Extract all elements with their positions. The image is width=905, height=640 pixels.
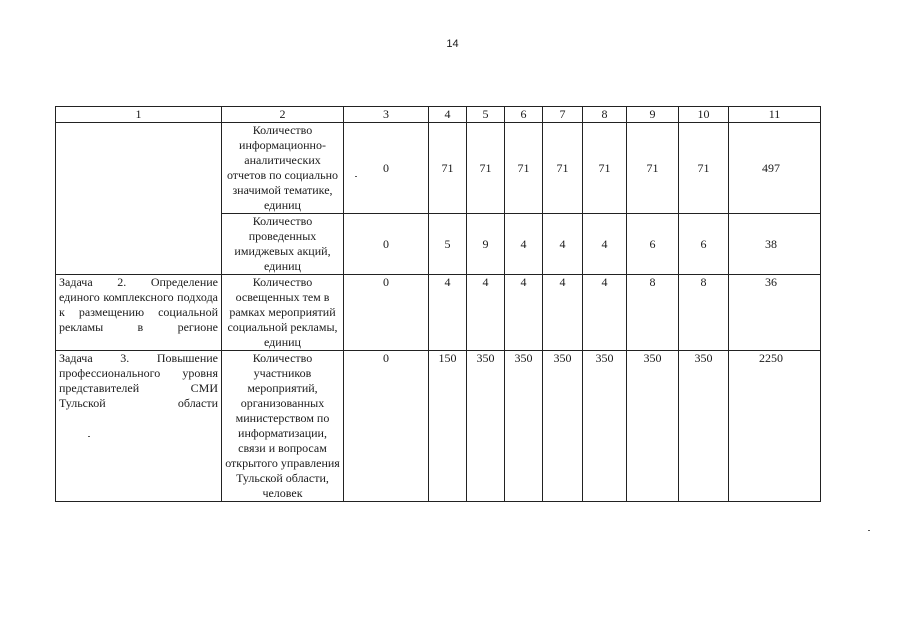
column-header: 9 <box>627 107 679 123</box>
page-number: 14 <box>446 38 459 50</box>
value-cell: 71 <box>429 123 467 214</box>
value-cell: 4 <box>543 275 583 351</box>
value-cell: 5 <box>429 214 467 275</box>
column-header: 3 <box>344 107 429 123</box>
column-header: 10 <box>679 107 729 123</box>
value-cell: 350 <box>679 351 729 502</box>
value-cell: 350 <box>583 351 627 502</box>
value-cell: 6 <box>627 214 679 275</box>
value-cell: 71 <box>679 123 729 214</box>
column-header: 6 <box>505 107 543 123</box>
value-cell: 8 <box>679 275 729 351</box>
value-cell: 71 <box>505 123 543 214</box>
column-header: 8 <box>583 107 627 123</box>
total-cell: 38 <box>729 214 821 275</box>
value-cell: 0 <box>344 275 429 351</box>
indicator-cell: Количество участников мероприятий, организованных министерством по информатизации, связи и вопросам открытого управления Тульской области, человек <box>222 351 344 502</box>
task-cell: Задача 3. Повышение профессионального уровня представителей СМИ Тульской области <box>56 351 222 502</box>
value-cell: 350 <box>543 351 583 502</box>
task-cell <box>56 123 222 275</box>
value-cell: 71 <box>583 123 627 214</box>
table-row <box>56 275 821 351</box>
value-cell: 0 <box>344 123 429 214</box>
column-header: 11 <box>729 107 821 123</box>
task-cell: Задача 2. Определение единого комплексного подхода к размещению социальной рекламы в регионе <box>56 275 222 351</box>
value-cell: 4 <box>583 214 627 275</box>
value-cell: 9 <box>467 214 505 275</box>
indicator-cell: Количество информационно-аналитических отчетов по социально значимой тематике, единиц <box>222 123 344 214</box>
header-row <box>56 107 821 123</box>
value-cell: 71 <box>627 123 679 214</box>
scan-speck <box>355 176 357 177</box>
column-header: 1 <box>56 107 222 123</box>
value-cell: 4 <box>505 214 543 275</box>
value-cell: 150 <box>429 351 467 502</box>
column-header: 5 <box>467 107 505 123</box>
total-cell: 2250 <box>729 351 821 502</box>
scan-speck <box>868 530 870 531</box>
column-header: 4 <box>429 107 467 123</box>
value-cell: 350 <box>627 351 679 502</box>
value-cell: 6 <box>679 214 729 275</box>
indicator-cell: Количество освещенных тем в рамках мероприятий социальной рекламы, единиц <box>222 275 344 351</box>
value-cell: 350 <box>505 351 543 502</box>
value-cell: 4 <box>467 275 505 351</box>
value-cell: 8 <box>627 275 679 351</box>
value-cell: 0 <box>344 351 429 502</box>
total-cell: 36 <box>729 275 821 351</box>
column-header: 7 <box>543 107 583 123</box>
value-cell: 0 <box>344 214 429 275</box>
value-cell: 71 <box>467 123 505 214</box>
value-cell: 350 <box>467 351 505 502</box>
indicator-cell: Количество проведенных имиджевых акций, единиц <box>222 214 344 275</box>
value-cell: 4 <box>505 275 543 351</box>
value-cell: 71 <box>543 123 583 214</box>
column-header: 2 <box>222 107 344 123</box>
value-cell: 4 <box>543 214 583 275</box>
table-row <box>56 351 821 502</box>
indicators-table <box>55 106 821 502</box>
scan-speck <box>88 436 90 437</box>
table-row <box>56 123 821 214</box>
value-cell: 4 <box>429 275 467 351</box>
value-cell: 4 <box>583 275 627 351</box>
total-cell: 497 <box>729 123 821 214</box>
